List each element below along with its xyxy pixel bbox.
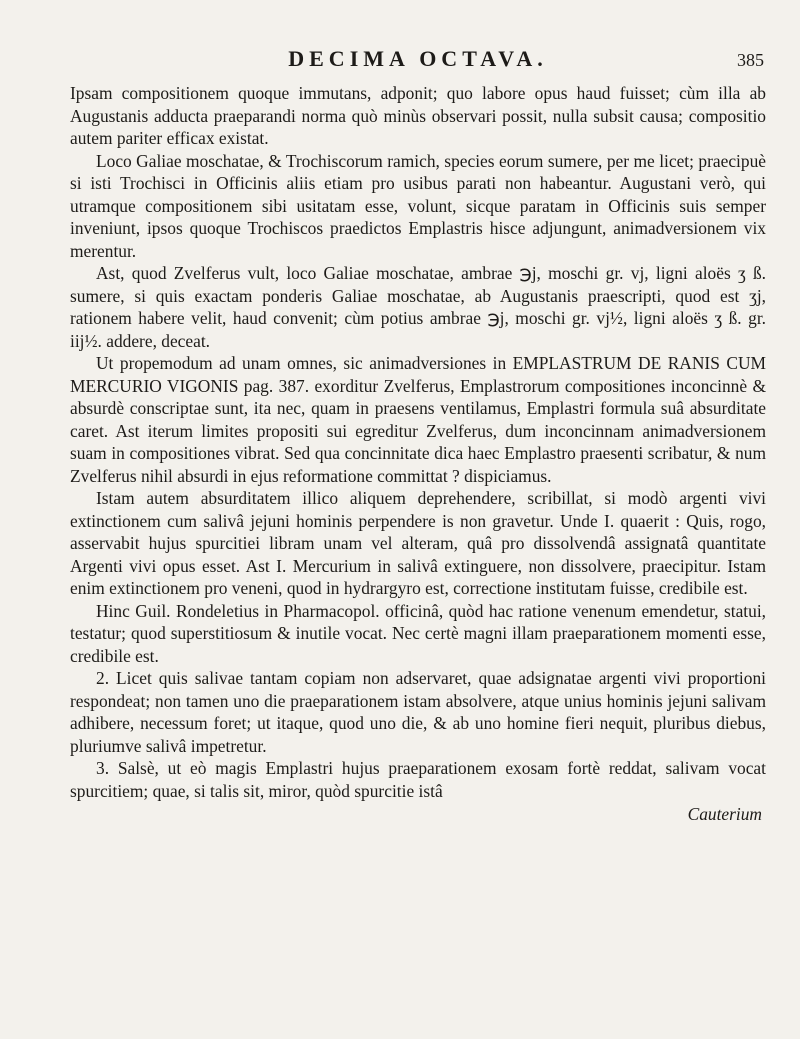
paragraph-6: Hinc Guil. Rondeletius in Pharmacopol. officinâ, quòd hac ratione venenum emendetur, statui, testatur; quod superstitiosum & inutile vocat. Nec certè magni illam praeparationem momenti esse, credibile est. [70, 600, 766, 666]
paragraph-1: Ipsam compositionem quoque immutans, adponit; quo labore opus haud fuisset; cùm illa ab Augustanis adducta praeparandi norma quò minùs observari possit, nulla subsit causa; compositio autem pariter efficax existat. [70, 83, 766, 148]
paragraph-8: 3. Salsè, ut eò magis Emplastri hujus praeparationem exosam fortè reddat, salivam vocat spurcitiem; quae, si talis sit, miror, quòd spurcitie istâ [70, 758, 766, 801]
catchword: Cauterium [687, 804, 762, 824]
running-head [70, 46, 766, 80]
paragraph-5: Istam autem absurditatem illico aliquem deprehendere, scribillat, si modò argenti vivi extinctionem cum salivâ jejuni hominis perpendere is non gravetur. Unde I. quaerit : Quis, rogo, asservabit hujus spurcitiei libram unam vel alteram, quâ pro dissolvendâ assignatâ quantitate Argenti vivi opus esset. Ast I. Mercurium in salivâ extinguere, non dissolvere, praecipitur. Istam enim extinctionem pro veneni, quod in hydrargyro est, correctione institutam fuisse, credibile est. [70, 488, 766, 598]
paragraph-7: 2. Licet quis salivae tantam copiam non adservaret, quae adsignatae argenti vivi proportioni respondeat; non tamen uno die praeparationem istam absolvere, atque unius hominis jejuni salivam adhibere, necessum foret; ut itaque, quod uno die, & ab uno homine fieri nequit, pluribus diebus, pluriumve salivâ impetretur. [70, 668, 766, 756]
running-title: DECIMA OCTAVA. [288, 46, 548, 71]
paragraph-3: Ast, quod Zvelferus vult, loco Galiae moschatae, ambrae ℈j, moschi gr. vj, ligni aloës ʒ ß. sumere, si quis exactam ponderis Galiae moschatae, ab Augustanis praescripti, quod est ʒj, rationem habere velit, haud convenit; cùm potius ambrae ℈j, moschi gr. vj½, ligni aloës ʒ ß. gr. iij½. addere, deceat. [70, 263, 766, 351]
paragraph-4: Ut propemodum ad unam omnes, sic animadversiones in EMPLASTRUM DE RANIS CUM MERCURIO VIGONIS pag. 387. exorditur Zvelferus, Emplastrorum compositiones inconcinnè & absurdè conscriptae sunt, ita nec, quam in praesens ventilamus, Emplastri formula suâ absurditate caret. Ast iterum limites propositi sui egreditur Zvelferus, dum inconcinnam animadversionem suam in compositiones vibrat. Sed qua concinnitate dica haec Emplastro praesenti scribatur, & num Zvelferus nihil absurdi in ejus reformatione committat ? dispiciamus. [70, 353, 766, 486]
paragraph-2: Loco Galiae moschatae, & Trochiscorum ramich, species eorum sumere, per me licet; praecipuè si isti Trochisci in Officinis aliis etiam pro usibus parati non habeantur. Augustani verò, qui utramque compositionem sibi usitatam esse, volunt, sicque paratam in Officinis suis semper inveniunt, ipsos quoque Trochiscos praedictos Emplastris hisce adjungunt, animadversionem vix merentur. [70, 150, 766, 261]
body-text [70, 82, 766, 802]
page-number: 385 [737, 50, 764, 70]
